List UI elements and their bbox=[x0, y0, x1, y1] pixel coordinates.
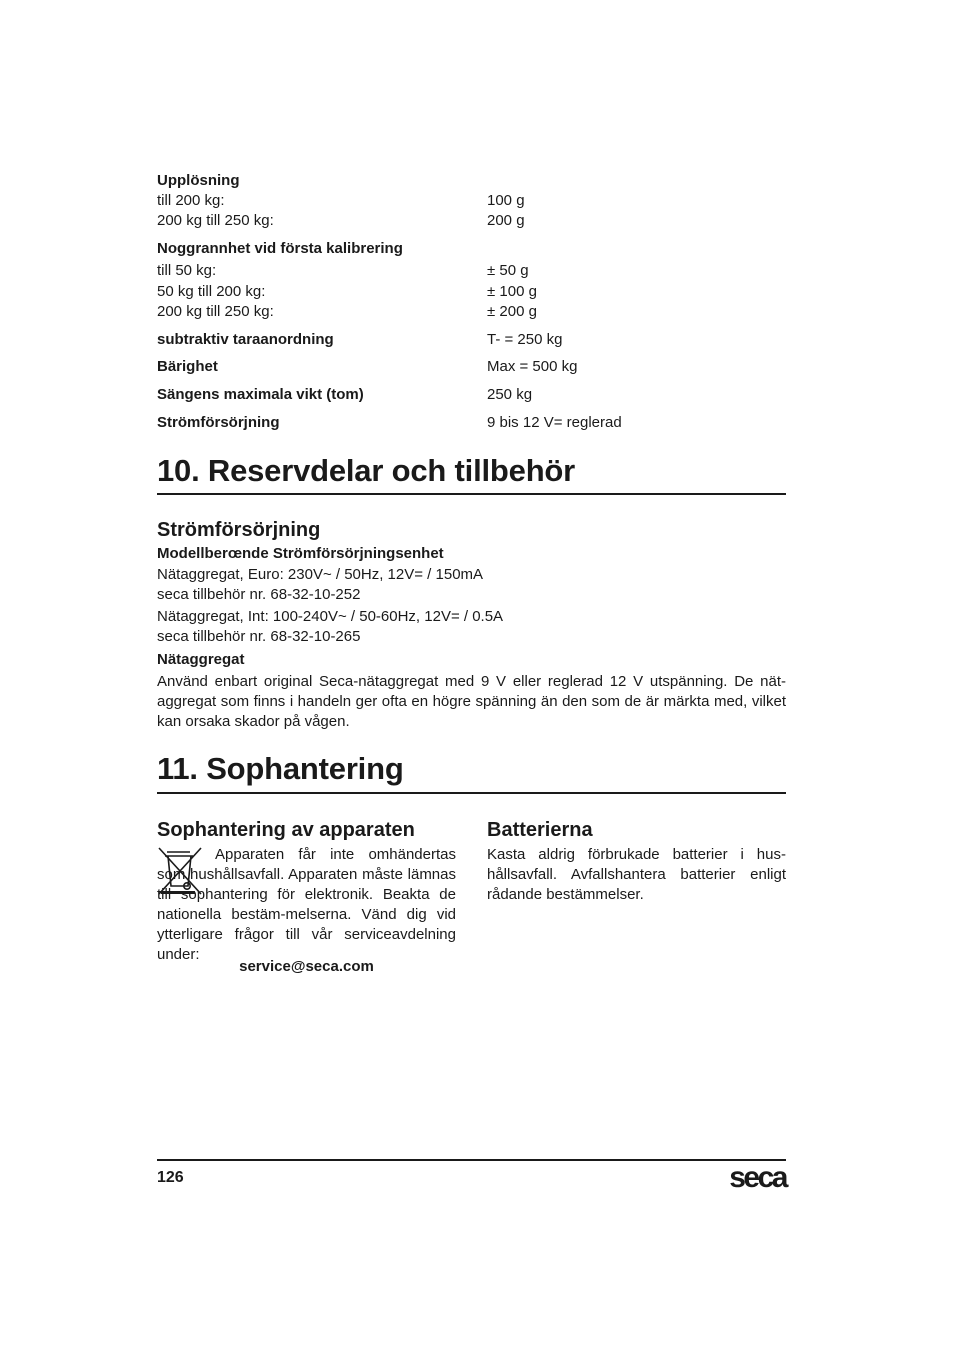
power-supply-line: Nätaggregat, Euro: 230V~ / 50Hz, 12V= / 150mA bbox=[157, 566, 484, 583]
resolution-row-value: 100 g bbox=[487, 192, 525, 209]
power-supply-line: seca tillbehör nr. 68-32-10-265 bbox=[157, 628, 361, 645]
seca-logo: seca bbox=[729, 1161, 786, 1194]
power-supply-line: Nätaggregat, Int: 100-240V~ / 50-60Hz, 12V= / 0.5A bbox=[157, 608, 504, 625]
manual-page bbox=[157, 0, 786, 1348]
power-label: Strömförsörjning bbox=[157, 414, 280, 431]
section-10-divider bbox=[157, 493, 786, 495]
adapter-note-text: Använd enbart original Seca-nätaggregat med 9 V eller reglerad 12 V utspänning. De nät-aggregat som finns i handeln ger ofta en högre spänning än den som de är märkta med, vilket kan orsaka skador på vågen. bbox=[157, 673, 786, 730]
power-supply-line: seca tillbehör nr. 68-32-10-252 bbox=[157, 586, 361, 603]
section-11-title: 11. Sophantering bbox=[157, 751, 404, 786]
capacity-value: Max = 500 kg bbox=[487, 358, 578, 375]
resolution-row-value: 200 g bbox=[487, 212, 525, 229]
service-email: service@seca.com bbox=[239, 958, 374, 975]
resolution-label: Upplösning bbox=[157, 172, 240, 189]
capacity-label: Bärighet bbox=[157, 358, 218, 375]
power-supply-subheading: Modellberœnde Strömförsörjningsenhet bbox=[157, 545, 444, 562]
section-10-title: 10. Reservdelar och tillbehör bbox=[157, 453, 576, 488]
footer-divider bbox=[157, 1159, 786, 1161]
bed-weight-value: 250 kg bbox=[487, 386, 533, 403]
page-number: 126 bbox=[157, 1169, 184, 1186]
accuracy-row-label: 50 kg till 200 kg: bbox=[157, 283, 266, 300]
device-disposal-heading: Sophantering av apparaten bbox=[157, 819, 415, 841]
batteries-heading: Batterierna bbox=[487, 819, 593, 841]
power-value: 9 bis 12 V= reglerad bbox=[487, 414, 622, 431]
accuracy-row-label: till 50 kg: bbox=[157, 262, 217, 279]
accuracy-label: Noggrannhet vid första kalibrering bbox=[157, 240, 403, 257]
resolution-row-label: 200 kg till 250 kg: bbox=[157, 212, 274, 229]
section-11-divider bbox=[157, 792, 786, 794]
device-disposal-text: Apparaten får inte omhändertas som hushållsavfall. Apparaten måste lämnas till sophantering för elektronik. Beakta de nationella bestäm-melserna. Vänd dig vid ytterligare frågor till vår serviceavdelning under: bbox=[157, 846, 456, 963]
bed-weight-label: Sängens maximala vikt (tom) bbox=[157, 386, 364, 403]
accuracy-row-value: ± 50 g bbox=[487, 262, 529, 279]
power-supply-heading: Strömförsörjning bbox=[157, 519, 321, 541]
adapter-note-heading: Nätaggregat bbox=[157, 651, 245, 668]
accuracy-row-label: 200 kg till 250 kg: bbox=[157, 303, 274, 320]
resolution-row-label: till 200 kg: bbox=[157, 192, 225, 209]
accuracy-row-value: ± 200 g bbox=[487, 303, 537, 320]
accuracy-row-value: ± 100 g bbox=[487, 283, 537, 300]
tare-label: subtraktiv taraanordning bbox=[157, 331, 334, 348]
tare-value: T- = 250 kg bbox=[487, 331, 563, 348]
batteries-text: Kasta aldrig förbrukade batterier i hus-hållsavfall. Avfallshantera batterier enligt rådande bestämmelser. bbox=[487, 846, 786, 903]
